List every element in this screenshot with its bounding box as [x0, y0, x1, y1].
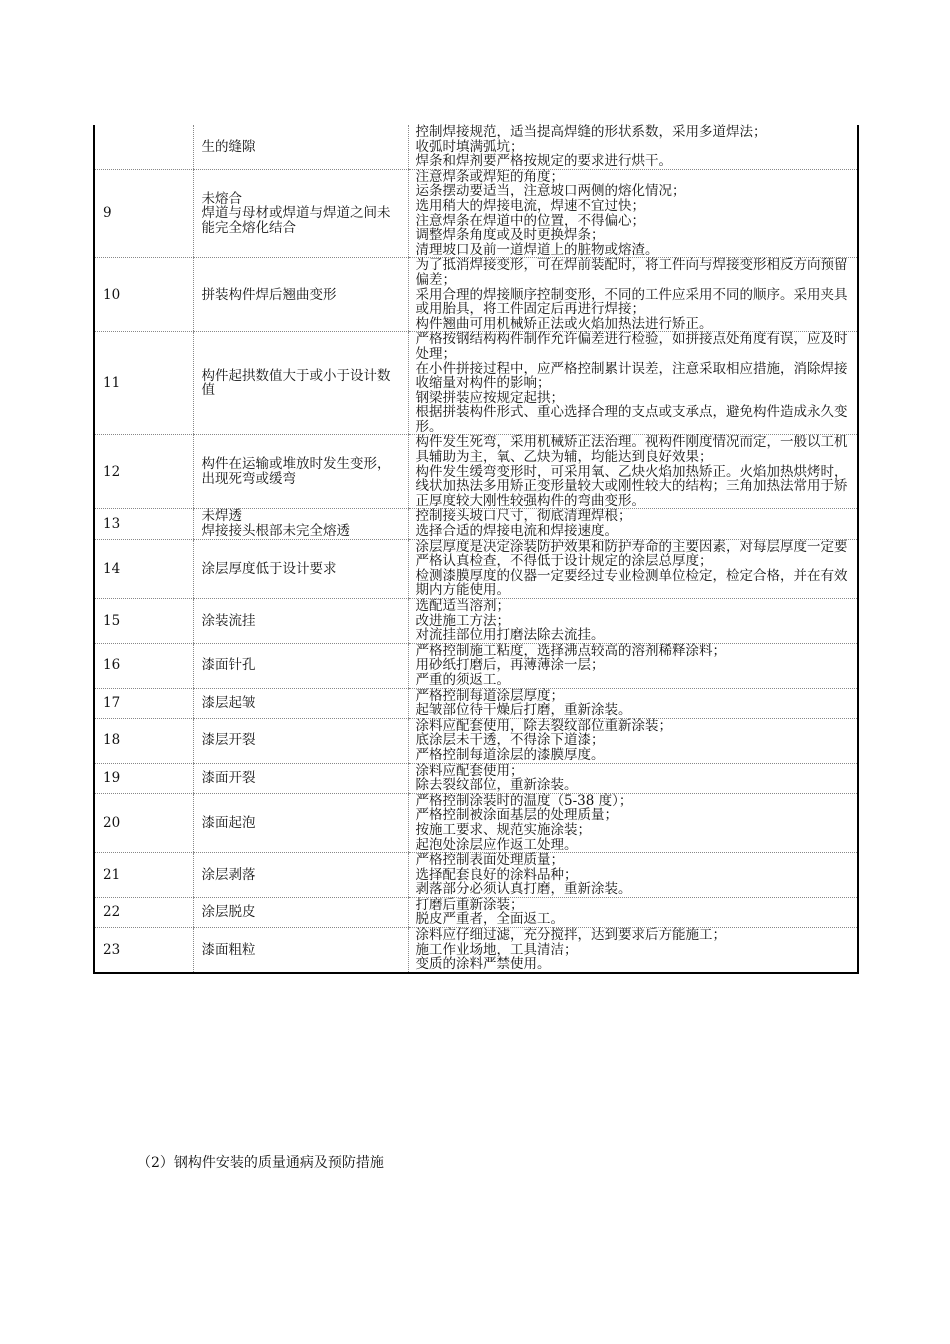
- defect-name-cell: [193, 793, 408, 852]
- prevention-measure-line: 改进施工方法；: [415, 612, 510, 629]
- defect-name-line: 拼装构件焊后翘曲变形: [201, 286, 337, 303]
- prevention-measures-cell: [408, 435, 858, 509]
- defect-name-line: 构件起拱数值大于或小于设计数值: [201, 367, 391, 399]
- prevention-measure-line: 严格控制每道涂层的漆膜厚度。: [415, 746, 605, 763]
- row-number: 19: [94, 763, 193, 793]
- prevention-measure-line: 调整焊条角度或及时更换焊条；: [415, 227, 605, 244]
- row-number: 21: [94, 853, 193, 898]
- row-number: 20: [94, 793, 193, 852]
- defects-table-body: [94, 125, 858, 973]
- row-number: 13: [94, 509, 193, 539]
- prevention-measure-line: 构件翘曲可用机械矫正法或火焰加热法进行矫正。: [415, 315, 713, 332]
- prevention-measures-cell: [408, 897, 858, 927]
- defect-name-line: 涂层脱皮: [201, 904, 256, 921]
- table-row: [94, 599, 858, 644]
- defect-name-line: 生的缝隙: [201, 138, 256, 155]
- prevention-measure-line: 选用稍大的焊接电流，焊速不宜过快；: [415, 197, 645, 214]
- prevention-measure-line: 为了抵消焊接变形，可在焊前装配时，将工件向与焊接变形相反方向预留偏差；: [415, 257, 848, 288]
- prevention-measure-line: 用砂纸打磨后，再薄薄涂一层；: [415, 657, 605, 674]
- table-row: [94, 509, 858, 539]
- defect-name-line: 涂层厚度低于设计要求: [201, 560, 337, 577]
- prevention-measure-line: 严格按钢结构构件制作允许偏差进行检验，如拼接点处角度有误，应及时处理；: [415, 331, 848, 362]
- row-number: 17: [94, 688, 193, 718]
- row-number: 16: [94, 643, 193, 688]
- defect-name-cell: [193, 125, 408, 169]
- prevention-measures-cell: [408, 332, 858, 435]
- defect-name-line: 漆面针孔: [201, 657, 256, 674]
- table-row: [94, 643, 858, 688]
- section-caption: （2）钢构件安装的质量通病及预防措施: [137, 1155, 384, 1171]
- defect-name-line: 涂层剥落: [201, 866, 256, 883]
- table-row: [94, 258, 858, 332]
- prevention-measure-line: 清理坡口及前一道焊道上的脏物或熔渣。: [415, 241, 659, 258]
- prevention-measures-cell: [408, 258, 858, 332]
- table-row: [94, 688, 858, 718]
- table-row: [94, 763, 858, 793]
- prevention-measure-line: 构件发生死弯，采用机械矫正法治理。视构件刚度情况而定，一般以工机具辅助为主，氧、乙炔为辅，均能达到良好效果；: [415, 434, 848, 466]
- prevention-measures-cell: [408, 509, 858, 539]
- defect-name-line: 漆层起皱: [201, 694, 256, 711]
- prevention-measure-line: 严格控制涂装时的温度（5-38 度）；: [415, 792, 633, 809]
- prevention-measure-line: 检测漆膜厚度的仪器一定要经过专业检测单位检定，检定合格，并在有效期内方能使用。: [415, 567, 848, 599]
- prevention-measures-cell: [408, 718, 858, 763]
- prevention-measure-line: 对流挂部位用打磨法除去流挂。: [415, 627, 605, 644]
- defect-name-line: 未焊透: [201, 508, 242, 525]
- prevention-measure-line: 运条摆动要适当，注意坡口两侧的熔化情况；: [415, 183, 686, 200]
- defect-name-line: 漆层开裂: [201, 732, 256, 749]
- defect-name-line: 焊接接头根部未完全熔透: [201, 523, 350, 540]
- defect-name-cell: [193, 928, 408, 973]
- prevention-measure-line: 涂料应仔细过滤，充分搅拌，达到要求后方能施工；: [415, 927, 726, 944]
- prevention-measure-line: 钢梁拼装应按规定起拱；: [415, 389, 564, 406]
- defect-name-line: 未熔合: [201, 190, 242, 207]
- prevention-measure-line: 涂料应配套使用，除去裂纹部位重新涂装；: [415, 717, 672, 734]
- row-number: 23: [94, 928, 193, 973]
- defect-name-cell: [193, 435, 408, 509]
- prevention-measure-line: 焊条和焊剂要严格按规定的要求进行烘干。: [415, 153, 672, 170]
- prevention-measure-line: 除去裂纹部位，重新涂装。: [415, 777, 578, 794]
- defect-name-cell: [193, 897, 408, 927]
- defect-name-cell: [193, 599, 408, 644]
- prevention-measure-line: 打磨后重新涂装；: [415, 896, 524, 913]
- prevention-measure-line: 注意焊条或焊矩的角度；: [415, 168, 564, 185]
- defect-name-cell: [193, 169, 408, 258]
- prevention-measure-line: 剥落部分必须认真打磨，重新涂装。: [415, 881, 632, 898]
- table-row: [94, 435, 858, 509]
- prevention-measures-cell: [408, 793, 858, 852]
- defect-name-cell: [193, 332, 408, 435]
- table-row: [94, 853, 858, 898]
- defect-name-cell: [193, 853, 408, 898]
- row-number: 12: [94, 435, 193, 509]
- prevention-measures-cell: [408, 763, 858, 793]
- defect-name-line: 漆面开裂: [201, 769, 256, 786]
- prevention-measure-line: 施工作业场地，工具清洁；: [415, 941, 578, 958]
- row-number: 9: [94, 169, 193, 258]
- prevention-measure-line: 变质的涂料严禁使用。: [415, 956, 551, 973]
- prevention-measure-line: 按施工要求、规范实施涂装；: [415, 821, 591, 838]
- prevention-measure-line: 注意焊条在焊道中的位置，不得偏心；: [415, 212, 645, 229]
- table-row: [94, 793, 858, 852]
- prevention-measure-line: 在小件拼接过程中，应严格控制累计误差，注意采取相应措施，消除焊接收缩量对构件的影响；: [415, 360, 848, 392]
- table-row: [94, 332, 858, 435]
- row-number: 22: [94, 897, 193, 927]
- defect-name-line: 焊道与母材或焊道与焊道之间未能完全熔化结合: [201, 205, 391, 236]
- prevention-measure-line: 严格控制被涂面基层的处理质量；: [415, 807, 618, 824]
- row-number: 14: [94, 539, 193, 598]
- prevention-measure-line: 选择配套良好的涂料品种；: [415, 866, 578, 883]
- prevention-measure-line: 严格控制表面处理质量；: [415, 852, 564, 869]
- prevention-measure-line: 选择合适的焊接电流和焊接速度。: [415, 523, 618, 540]
- row-number: [94, 125, 193, 169]
- defect-name-line: 构件在运输或堆放时发生变形，出现死弯或缓弯: [201, 456, 391, 487]
- prevention-measures-cell: [408, 928, 858, 973]
- prevention-measures-cell: [408, 539, 858, 598]
- row-number: 18: [94, 718, 193, 763]
- prevention-measure-line: 控制接头坡口尺寸，彻底清理焊根；: [415, 508, 632, 525]
- prevention-measures-cell: [408, 169, 858, 258]
- prevention-measure-line: 根据拼装构件形式、重心选择合理的支点或支承点，避免构件造成永久变形。: [415, 404, 848, 435]
- prevention-measure-line: 涂料应配套使用；: [415, 762, 524, 779]
- table-row: [94, 928, 858, 973]
- defect-name-cell: [193, 509, 408, 539]
- defect-name-cell: [193, 258, 408, 332]
- row-number: 10: [94, 258, 193, 332]
- table-row: [94, 169, 858, 258]
- prevention-measures-cell: [408, 599, 858, 644]
- table-row: [94, 897, 858, 927]
- table-row: [94, 718, 858, 763]
- defect-name-line: 漆面粗粒: [201, 941, 256, 958]
- prevention-measures-cell: [408, 688, 858, 718]
- row-number: 11: [94, 332, 193, 435]
- prevention-measures-cell: [408, 643, 858, 688]
- prevention-measure-line: 严格控制每道涂层厚度；: [415, 687, 564, 704]
- prevention-measure-line: 涂层厚度是决定涂装防护效果和防护寿命的主要因素，对每层厚度一定要严格认真检查，不得低于设计规定的涂层总厚度；: [415, 538, 848, 570]
- prevention-measure-line: 起泡处涂层应作返工处理。: [415, 836, 578, 853]
- defects-table: [93, 125, 859, 974]
- defect-name-cell: [193, 763, 408, 793]
- prevention-measure-line: 收弧时填满弧坑；: [415, 138, 524, 155]
- prevention-measure-line: 构件发生缓弯变形时，可采用氧、乙炔火焰加热矫正。火焰加热烘烤时，线状加热法多用矫正变形量较大或刚性较大的结构；三角加热法常用于矫正厚度较大刚性较强构件的弯曲变形。: [415, 463, 848, 509]
- prevention-measures-cell: [408, 853, 858, 898]
- prevention-measure-line: 严格控制施工粘度，选择沸点较高的溶剂稀释涂料；: [415, 642, 726, 659]
- prevention-measure-line: 起皱部位待干燥后打磨，重新涂装。: [415, 702, 632, 719]
- defect-name-cell: [193, 539, 408, 598]
- prevention-measures-cell: [408, 125, 858, 169]
- prevention-measure-line: 选配适当溶剂；: [415, 598, 510, 614]
- defect-name-line: 涂装流挂: [201, 612, 256, 629]
- prevention-measure-line: 采用合理的焊接顺序控制变形，不同的工件应采用不同的顺序。采用夹具或用胎具，将工件固定后再进行焊接；: [415, 286, 848, 318]
- defect-name-line: 漆面起泡: [201, 814, 256, 831]
- prevention-measure-line: 脱皮严重者，全面返工。: [415, 911, 564, 928]
- table-row: [94, 125, 858, 169]
- prevention-measure-line: 底涂层未干透，不得涂下道漆；: [415, 732, 605, 749]
- prevention-measure-line: 控制焊接规范，适当提高焊缝的形状系数，采用多道焊法；: [415, 124, 767, 140]
- table-row: [94, 539, 858, 598]
- row-number: 15: [94, 599, 193, 644]
- prevention-measure-line: 严重的须返工。: [415, 671, 510, 688]
- defect-name-cell: [193, 688, 408, 718]
- defect-name-cell: [193, 643, 408, 688]
- defect-name-cell: [193, 718, 408, 763]
